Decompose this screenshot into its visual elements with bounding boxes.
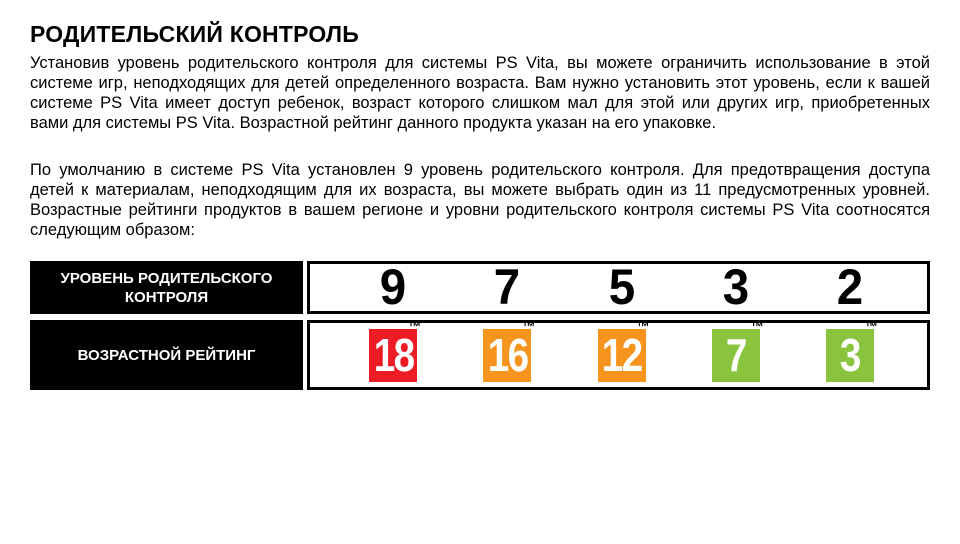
trademark-icon: ™ [750,318,764,334]
rating-column [679,318,793,387]
level-value: 5 [608,259,635,315]
trademark-icon: ™ [864,318,878,334]
level-value: 2 [836,259,864,315]
level-value: 3 [722,259,749,315]
intro-text-block [30,53,930,240]
badge-age: 16 [487,329,528,381]
level-column [336,259,450,315]
rating-column [336,318,450,387]
level-column [679,259,793,315]
level-column [564,259,678,315]
age-rating-values [307,320,930,390]
badge-age: 7 [725,329,746,381]
pegi-badge-3 [826,318,878,382]
parental-control-table [30,261,930,390]
pegi-badge-16 [483,318,536,382]
parental-level-row [30,261,930,314]
trademark-icon: ™ [408,318,422,334]
paragraph-restrict-usage: Установив уровень родительского контроля для системы PS Vita, вы можете ограничить использование в этой системе игр, неподходящих для детей определенного возраста. Вам нужно установить этот уровень, если к вашей системе PS Vita имеет доступ ребенок, возраст которого слишком мал для этой или других игр, приобретенных вами для системы PS Vita. Возрастной рейтинг данного продукта указан на его упаковке. [30,54,930,132]
trademark-icon: ™ [636,318,650,334]
level-column [450,259,564,315]
parental-level-label: УРОВЕНЬ РОДИТЕЛЬСКОГО КОНТРОЛЯ [30,261,303,314]
age-rating-row [30,320,930,390]
age-rating-label: ВОЗРАСТНОЙ РЕЙТИНГ [30,320,303,390]
rating-column [450,318,564,387]
pegi-badge-12 [598,318,650,382]
badge-age: 3 [839,329,860,381]
pegi-badge-18 [369,318,422,382]
paragraph-default-level: По умолчанию в системе PS Vita установлен 9 уровень родительского контроля. Для предотвращения доступа детей к материалам, неподходящим для их возраста, вы можете выбрать один из 11 предусмотренных уровней. Возрастные рейтинги продуктов в вашем регионе и уровни родительского контроля системы PS Vita соотносятся следующим образом: [30,161,930,239]
pegi-badge-7 [712,318,764,382]
parental-level-values [307,261,930,314]
rating-column [793,318,907,387]
badge-age: 18 [373,329,413,381]
trademark-icon: ™ [522,318,536,334]
badge-age: 12 [601,329,642,381]
page-title: РОДИТЕЛЬСКИЙ КОНТРОЛЬ [30,21,359,47]
level-value: 7 [494,259,521,315]
level-column [793,259,907,315]
rating-column [564,318,678,387]
level-value: 9 [379,259,407,315]
